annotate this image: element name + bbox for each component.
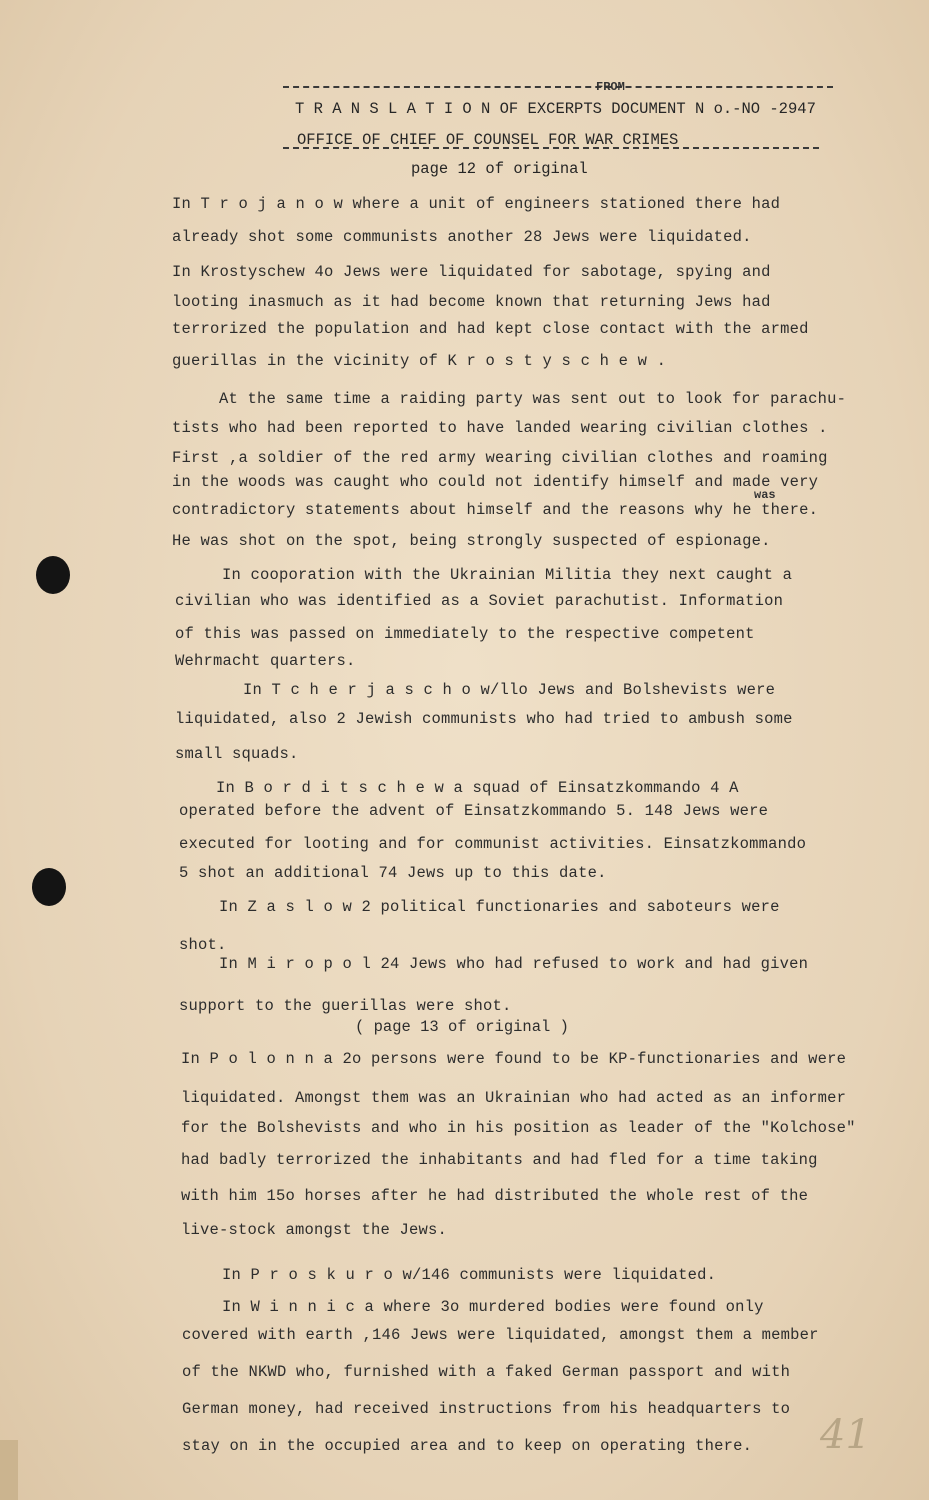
punch-hole-upper: [36, 556, 70, 594]
body-line: contradictory statements about himself and the reasons why he there.: [172, 501, 819, 519]
page-edge-tear: [0, 1440, 18, 1500]
body-line: In T r o j a n o w where a unit of engineers stationed there had: [172, 195, 781, 213]
body-line: operated before the advent of Einsatzkommando 5. 148 Jews were: [179, 802, 769, 820]
body-line: shot.: [179, 936, 227, 954]
page-13-marker: ( page 13 of original ): [355, 1018, 569, 1036]
margin-page-annotation: 41: [820, 1412, 871, 1458]
body-line: In W i n n i c a where 3o murdered bodies were found only: [222, 1298, 764, 1316]
body-line: In cooporation with the Ukrainian Militia they next caught a: [222, 566, 793, 584]
body-line: for the Bolshevists and who in his position as leader of the "Kolchose": [181, 1119, 856, 1137]
body-line: First ,a soldier of the red army wearing civilian clothes and roaming: [172, 449, 828, 467]
body-line: covered with earth ,146 Jews were liquidated, amongst them a member: [182, 1326, 819, 1344]
body-line: liquidated. Amongst them was an Ukrainian who had acted as an informer: [181, 1089, 847, 1107]
header-dashed-rule-bottom: [283, 147, 819, 149]
body-line: of this was passed on immediately to the respective competent: [175, 625, 755, 643]
body-line: stay on in the occupied area and to keep on operating there.: [182, 1437, 753, 1455]
body-line: with him 15o horses after he had distributed the whole rest of the: [181, 1187, 809, 1205]
body-line: terrorized the population and had kept close contact with the armed: [172, 320, 809, 338]
body-line: of the NKWD who, furnished with a faked German passport and with: [182, 1363, 791, 1381]
from-insertion: FROM: [596, 80, 625, 94]
body-line: At the same time a raiding party was sent out to look for parachu-: [219, 390, 847, 408]
header-dashed-rule-top: [283, 86, 833, 88]
body-line: already shot some communists another 28 Jews were liquidated.: [172, 228, 752, 246]
office-line: OFFICE OF CHIEF OF COUNSEL FOR WAR CRIMES: [297, 131, 679, 149]
body-line: guerillas in the vicinity of K r o s t y s c h e w .: [172, 352, 667, 370]
body-line: civilian who was identified as a Soviet parachutist. Information: [175, 592, 784, 610]
body-line: In P r o s k u r o w/146 communists were liquidated.: [222, 1266, 717, 1284]
body-line: In Z a s l o w 2 political functionaries and saboteurs were: [219, 898, 780, 916]
body-line: tists who had been reported to have landed wearing civilian clothes .: [172, 419, 828, 437]
page-reference: page 12 of original: [411, 160, 588, 178]
was-insertion: was: [754, 488, 776, 502]
body-line: In T c h e r j a s c h o w/llo Jews and Bolshevists were: [243, 681, 776, 699]
body-line: small squads.: [175, 745, 299, 763]
body-line: In Krostyschew 4o Jews were liquidated for sabotage, spying and: [172, 263, 771, 281]
body-line: support to the guerillas were shot.: [179, 997, 512, 1015]
body-line: liquidated, also 2 Jewish communists who had tried to ambush some: [175, 710, 793, 728]
body-line: had badly terrorized the inhabitants and had fled for a time taking: [181, 1151, 818, 1169]
body-line: live-stock amongst the Jews.: [181, 1221, 448, 1239]
body-line: executed for looting and for communist activities. Einsatzkommando: [179, 835, 807, 853]
body-line: 5 shot an additional 74 Jews up to this date.: [179, 864, 607, 882]
body-line: He was shot on the spot, being strongly suspected of espionage.: [172, 532, 771, 550]
body-line: In P o l o n n a 2o persons were found to be KP-functionaries and were: [181, 1050, 847, 1068]
body-line: In B o r d i t s c h e w a squad of Einsatzkommando 4 A: [216, 779, 739, 797]
body-line: German money, had received instructions from his headquarters to: [182, 1400, 791, 1418]
body-line: In M i r o p o l 24 Jews who had refused to work and had given: [219, 955, 809, 973]
body-line: Wehrmacht quarters.: [175, 652, 356, 670]
body-line: looting inasmuch as it had become known that returning Jews had: [172, 293, 771, 311]
document-title: T R A N S L A T I O N OF EXCERPTS DOCUMENT N o.-NO -2947: [295, 100, 816, 118]
punch-hole-lower: [32, 868, 66, 906]
body-line: in the woods was caught who could not identify himself and made very: [172, 473, 819, 491]
